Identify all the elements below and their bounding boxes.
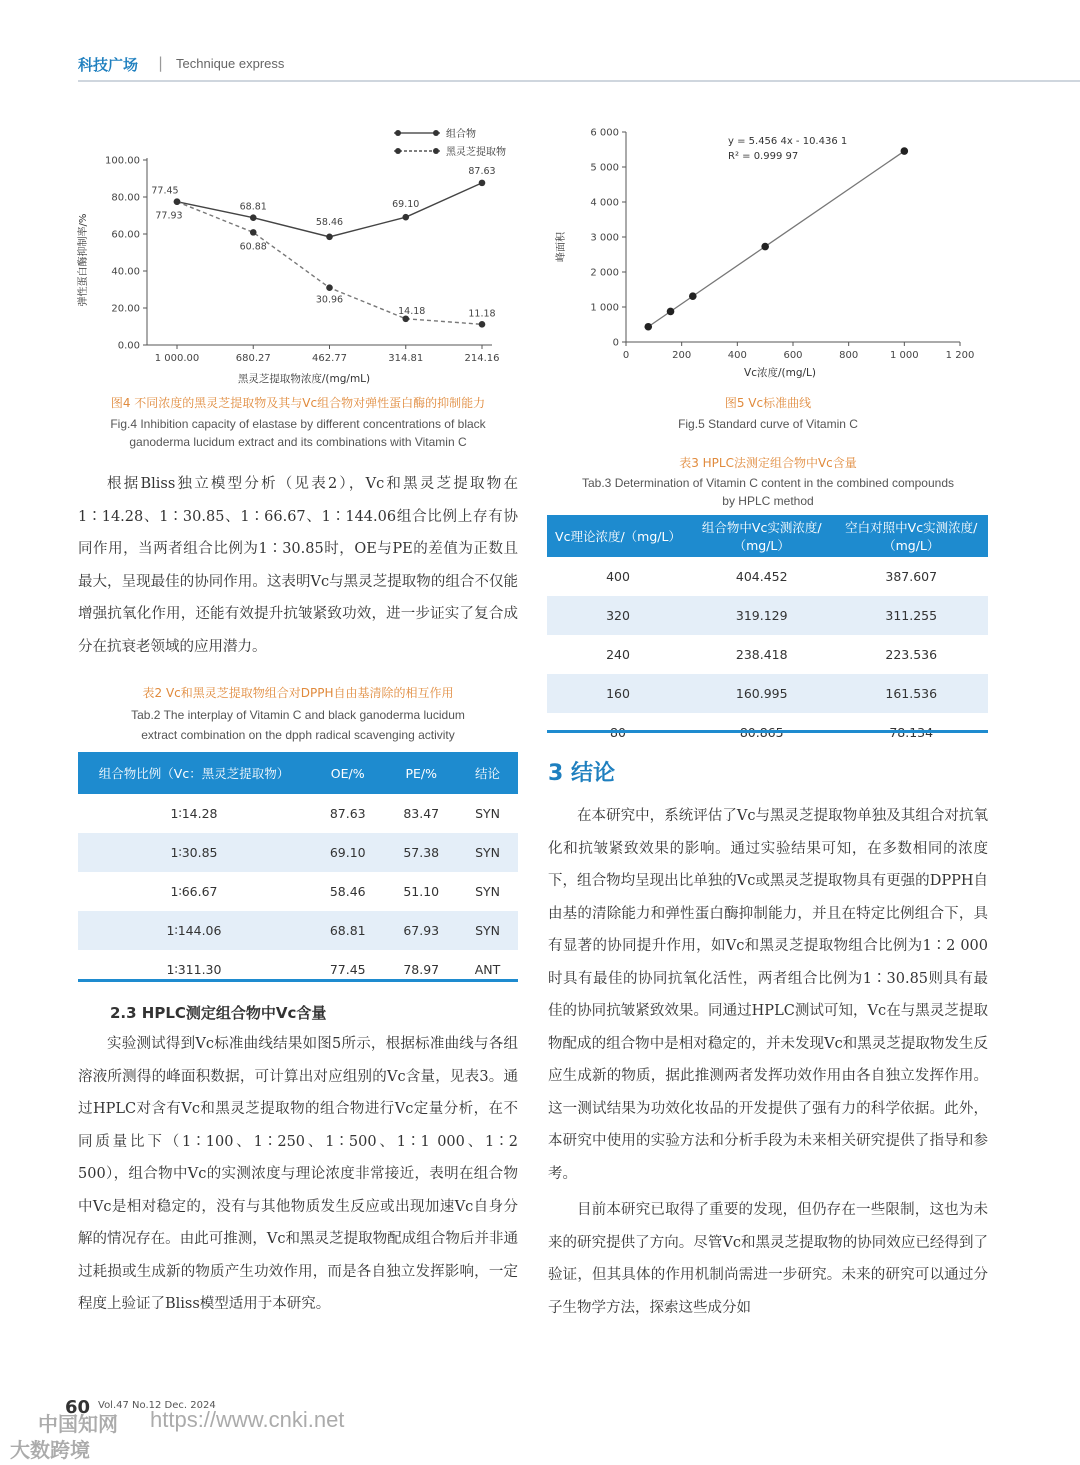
tab2-header: OE/%: [310, 752, 385, 794]
fig4-y-tick-label: 40.00: [111, 266, 140, 278]
tab3-header: Vc理论浓度/（mg/L）: [547, 515, 689, 557]
fig5-x-tick-label: 1 200: [945, 350, 975, 361]
fig5-y-tick-label: 6 000: [590, 127, 619, 139]
fig4-data-label: 14.18: [398, 305, 426, 317]
fig4-data-label: 87.63: [468, 165, 496, 177]
fig4-data-label: 58.46: [315, 216, 344, 228]
fig4-caption-cn: 图4 不同浓度的黑灵芝提取物及其与Vc组合物对弹性蛋白酶的抑制能力: [110, 396, 486, 410]
fig4-y-tick-label: 0.00: [117, 340, 140, 352]
tab2-caption-en-1: Tab.2 The interplay of Vitamin C and black ganoderma lucidum: [131, 708, 465, 722]
fig5-x-tick-label: 200: [672, 350, 692, 361]
watermark-cnki: 中国知网: [38, 1412, 118, 1436]
fig5-y-label: 峰面积: [556, 232, 567, 262]
fig5-y-tick-label: 4 000: [590, 197, 619, 209]
header-separator: |: [158, 54, 164, 72]
tab2-caption-en-2: extract combination on the dpph radical scavenging activity: [141, 728, 455, 742]
fig4-y-tick-label: 80.00: [111, 192, 140, 204]
tab3-header: 组合物中Vc实测浓度/（mg/L）: [689, 515, 834, 557]
section-2-3-title: 2.3 HPLC测定组合物中Vc含量: [110, 1004, 327, 1022]
fig5-caption-cn: 图5 Vc标准曲线: [724, 396, 812, 410]
fig5-fit-line: [648, 151, 904, 327]
table-row: 1∶66.67 58.46 51.10 SYN: [170, 884, 500, 899]
fig5-x-tick-label: 1 000: [890, 350, 919, 361]
fig4-data-label: 68.81: [239, 201, 267, 213]
fig5-chart: [548, 120, 988, 390]
fig4-data-point: [250, 214, 257, 221]
fig5-y-tick-label: 0: [612, 337, 619, 349]
fig4-data-point: [479, 321, 486, 328]
fig4-data-point: [402, 214, 409, 221]
fig5-x-tick-label: 600: [783, 350, 803, 361]
journal-section-cn: 科技广场: [78, 56, 139, 74]
legend-label-extract: 黑灵芝提取物: [446, 147, 506, 158]
fig5-x-tick-label: 800: [839, 350, 859, 361]
fig5-data-point: [644, 323, 652, 331]
body-paragraph-conclusion-2: 目前本研究已取得了重要的发现，但仍存在一些限制，这也为未来的研究提供了方向。尽管Vc和黑灵芝提取物的协同效应已经得到了验证，但其具体的作用机制尚需进一步研究。未来的研究可以通过分子生物学方法，探索这些成分如: [548, 1202, 988, 1316]
tab2-header: 组合物比例（Vc：黑灵芝提取物）: [78, 752, 310, 794]
fig4-data-label: 60.88: [239, 241, 267, 253]
tab3-caption-en-1: Tab.3 Determination of Vitamin C content in the combined compounds: [582, 476, 954, 490]
fig4-x-tick-label: 214.16: [464, 353, 500, 364]
tab2-caption-cn: 表2 Vc和黑灵芝提取物组合对DPPH自由基清除的相互作用: [142, 686, 454, 700]
body-paragraph-hplc: 实验测试得到Vc标准曲线结果如图5所示，根据标准曲线与各组溶液所测得的峰面积数据，可计算出对应组别的Vc含量，见表3。通过HPLC对含有Vc和黑灵芝提取物的组合物进行Vc定量分析，在不同质量比下（1∶100、1∶250、1∶500、1∶1 000、1∶2 500），组合物中Vc的实测浓度与理论浓度非常接近，表明在组合物中Vc是相对稳定的，没有与其他物质发生反应或出现加速Vc自身分解的情况存在。由此可推测，Vc和黑灵芝提取物配成组合物后并非通过耗损或生成新的物质产生功效作用，而是各自独立发挥影响，一定程度上验证了Bliss模型适用于本研究。: [78, 1036, 518, 1312]
fig5-data-point: [667, 308, 675, 316]
table-row: 1∶30.85 69.10 57.38 SYN: [78, 833, 518, 872]
fig4-data-label: 77.45: [151, 185, 179, 197]
tab2-header: 结论: [457, 752, 518, 794]
volume-info: Vol.47 No.12 Dec. 2024: [98, 1400, 216, 1411]
table-row: 160 160.995 161.536: [547, 674, 988, 713]
fig4-data-point: [250, 229, 257, 236]
fig4-x-tick-label: 680.27: [235, 353, 271, 364]
fig4-data-label: 30.96: [315, 294, 344, 306]
journal-section-en: Technique express: [176, 56, 285, 71]
fig4-data-label: 11.18: [468, 308, 496, 320]
table-row: 240 238.418 223.536: [606, 647, 938, 662]
header-rule: [78, 80, 1080, 82]
tab3-caption-en-2: by HPLC method: [722, 494, 814, 508]
fig4-y-label: 弹性蛋白酶抑制率/%: [78, 213, 89, 307]
legend-label-combination: 组合物: [446, 129, 476, 140]
fig4-data-point: [174, 198, 181, 205]
fig4-x-tick-label: 1 000.00: [154, 353, 200, 364]
fig4-y-tick-label: 20.00: [111, 303, 140, 315]
fig4-y-tick-label: 100.00: [105, 155, 140, 167]
tab2-bottom-rule: [78, 979, 518, 982]
fig5-data-point: [901, 147, 909, 155]
fig5-x-tick-label: 0: [622, 350, 630, 361]
tab3-caption-cn: 表3 HPLC法测定组合物中Vc含量: [679, 456, 857, 470]
fig4-data-point: [479, 180, 486, 187]
fig5-equation: y = 5.456 4x - 10.436 1: [728, 136, 848, 147]
fig5-x-tick-label: 400: [727, 350, 747, 361]
fig5-caption-en: Fig.5 Standard curve of Vitamin C: [678, 417, 858, 431]
tab3-table: [547, 515, 988, 752]
table-row: 1∶311.30 77.45 78.97 ANT: [166, 962, 501, 977]
table-row: 1∶14.28 87.63 83.47 SYN: [170, 806, 500, 821]
fig4-x-tick-label: 462.77: [312, 353, 347, 364]
fig5-r2: R² = 0.999 97: [728, 151, 799, 162]
fig5-x-label: Vc浓度/(mg/L): [744, 367, 816, 379]
fig4-series-line-1: [177, 183, 482, 237]
fig5-data-point: [689, 292, 697, 300]
fig4-data-label: 69.10: [392, 199, 420, 211]
fig4-data-label: 77.93: [155, 210, 183, 222]
body-paragraph-conclusion-1: 在本研究中，系统评估了Vc与黑灵芝提取物单独及其组合对抗氧化和抗皱紧致效果的影响。通过实验结果可知，在多数相同的浓度下，组合物均呈现出比单独的Vc或黑灵芝提取物具有更强的DPPH自由基的清除能力和弹性蛋白酶抑制能力，并且在特定比例组合下，具有显著的协同提升作用，如Vc和黑灵芝提取物组合比例为1∶2 000时具有最佳的协同抗氧化活性，两者组合比例为1∶30.85则具有最佳的协同抗皱紧致效果。同通过HPLC测试可知，Vc在与黑灵芝提取物配成的组合物中是相对稳定的，并未发现Vc和黑灵芝提取物发生反应生成新的物质，据此推测两者发挥功效作用由各自独立发挥作用。这一测试结果为功效化妆品的开发提供了强有力的科学依据。此外，本研究中使用的实验方法和分析手段为未来相关研究提供了指导和参考。: [548, 808, 988, 1182]
fig4-data-point: [326, 284, 333, 291]
fig5-y-tick-label: 2 000: [590, 267, 619, 279]
fig5-y-tick-label: 1 000: [590, 302, 619, 314]
fig5-y-tick-label: 5 000: [590, 162, 619, 174]
table-row: 1∶144.06 68.81 67.93 SYN: [78, 911, 518, 950]
fig4-x-label: 黑灵芝提取物浓度/(mg/mL): [237, 373, 371, 385]
watermark-brand: 大数跨境: [10, 1438, 90, 1462]
tab3-header: 空白对照中Vc实测浓度/（mg/L）: [834, 515, 988, 557]
table-row: 400 404.452 387.607: [606, 569, 938, 584]
fig5-y-tick-label: 3 000: [590, 232, 619, 244]
fig4-x-tick-label: 314.81: [388, 353, 424, 364]
section-3-title: 3 结论: [548, 761, 615, 786]
fig5-data-point: [761, 243, 769, 251]
fig4-chart: [72, 120, 532, 390]
fig4-y-tick-label: 60.00: [111, 229, 140, 241]
fig4-caption-en-1: Fig.4 Inhibition capacity of elastase by different concentrations of black: [110, 417, 486, 431]
fig4-caption-en-2: ganoderma lucidum extract and its combinations with Vitamin C: [129, 435, 467, 449]
table-row: 320 319.129 311.255: [547, 596, 988, 635]
watermark-url: https://www.cnki.net: [150, 1407, 345, 1432]
tab2-table: [78, 752, 518, 989]
body-paragraph-bliss: 根据Bliss独立模型分析（见表2），Vc和黑灵芝提取物在1∶14.28、1∶30.85、1∶66.67、1∶144.06组合比例上存有协同作用，当两者组合比例为1∶30.85时，OE与PE的差值为正数且最大，呈现最佳的协同作用。这表明Vc与黑灵芝提取物的组合不仅能增强抗氧化作用，还能有效提升抗皱紧致功效，进一步证实了复合成分在抗衰老领域的应用潜力。: [78, 476, 518, 655]
tab2-header: PE/%: [385, 752, 457, 794]
page-number: 60: [65, 1397, 91, 1418]
fig4-data-point: [326, 234, 333, 241]
tab3-bottom-rule: [547, 730, 988, 733]
